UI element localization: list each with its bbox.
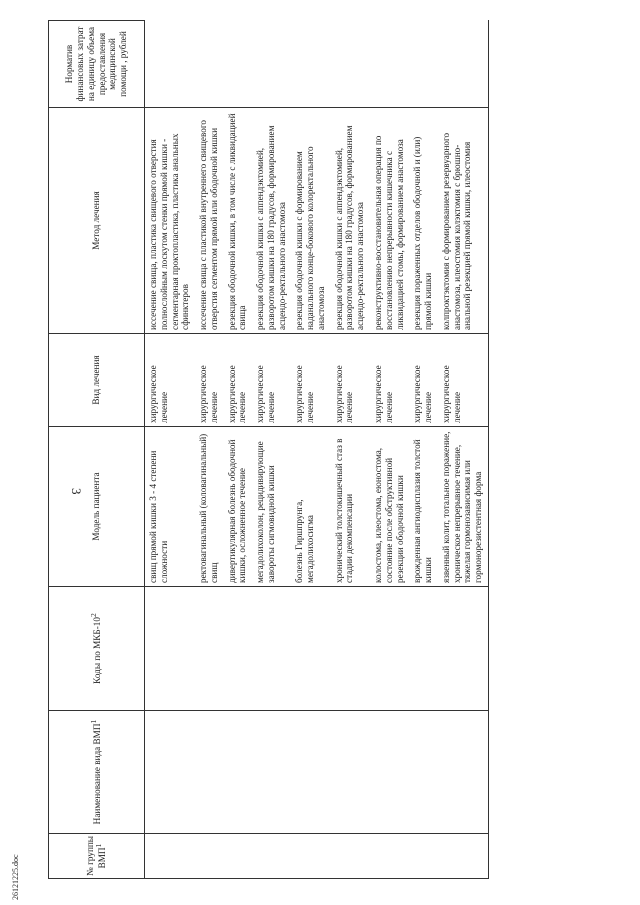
cell-model: дивертикулярная болезнь ободочной кишки, осложненное течение — [224, 427, 253, 587]
cell-treatment-type: хирургическое лечение — [224, 334, 253, 427]
cell-treatment-type: хирургическое лечение — [252, 334, 291, 427]
table-row — [409, 21, 438, 879]
cell-group-no — [409, 834, 438, 879]
table-body — [145, 21, 489, 879]
cell-name — [195, 711, 224, 834]
header-method: Метод лечения — [49, 108, 145, 334]
cell-model: мегадолихоколон, рецидивирующие завороты сигмовидной кишки — [252, 427, 291, 587]
cell-method: резекция пораженных отделов ободочной и (или) прямой кишки — [409, 108, 438, 334]
cell-codes — [224, 587, 253, 711]
cell-codes — [409, 587, 438, 711]
cell-cost — [252, 21, 291, 108]
filename-footer: 26121225.doc — [11, 854, 20, 900]
cell-method: резекция ободочной кишки с аппендэктомией, разворотом кишки на 180 градусов, формированием асцендо-ректального анастомоза — [252, 108, 291, 334]
cell-model: хронический толстокишечный стаз в стадии декомпенсации — [331, 427, 370, 587]
cell-group-no — [370, 834, 409, 879]
cell-codes — [438, 587, 489, 711]
cell-treatment-type: хирургическое лечение — [291, 334, 330, 427]
cell-group-no — [195, 834, 224, 879]
cell-name — [370, 711, 409, 834]
table-row — [370, 21, 409, 879]
cell-treatment-type: хирургическое лечение — [409, 334, 438, 427]
cell-codes — [291, 587, 330, 711]
header-model: Модель пациента — [49, 427, 145, 587]
table-row — [438, 21, 489, 879]
rotated-page-content — [48, 21, 638, 879]
cell-treatment-type: хирургическое лечение — [438, 334, 489, 427]
cell-method: резекция ободочной кишки, в том числе с ликвидацией свища — [224, 108, 253, 334]
cell-model: колостома, илеостома, еюностома, состояние после обструктивной резекции ободочной кишки — [370, 427, 409, 587]
cell-cost — [145, 21, 196, 108]
cell-cost — [409, 21, 438, 108]
cell-cost — [224, 21, 253, 108]
cell-codes — [252, 587, 291, 711]
cell-cost — [438, 21, 489, 108]
cell-name — [252, 711, 291, 834]
cell-treatment-type: хирургическое лечение — [331, 334, 370, 427]
table-row — [145, 21, 196, 879]
cell-model: ректовагинальный (коловагинальный) свищ — [195, 427, 224, 587]
page-number: 3 — [69, 488, 84, 495]
header-group-no: № группы ВМП$^1$ — [49, 834, 145, 879]
table-row — [252, 21, 291, 879]
cell-model: свищ прямой кишки 3 - 4 степени сложности — [145, 427, 196, 587]
cell-group-no — [438, 834, 489, 879]
table-header-row — [49, 21, 145, 879]
cell-model: болезнь Гиршпрунга, мегадолихосигма — [291, 427, 330, 587]
cell-treatment-type: хирургическое лечение — [370, 334, 409, 427]
cell-method: колпроктэктомия с формированием резервуарного анастомоза, илеостомия колэктомия с брюшно-анальной резекцией прямой кишки, илеостомия — [438, 108, 489, 334]
cell-method: реконструктивно-восстановительная операция по восстановлению непрерывности кишечника с ликвидацией стомы, формированием анастомоза — [370, 108, 409, 334]
cell-method: резекция ободочной кишки с аппендэктомией, разворотом кишки на 180 градусов, формированием асцендо-ректального анастомоза — [331, 108, 370, 334]
cell-codes — [145, 587, 196, 711]
cell-name — [438, 711, 489, 834]
cell-method: иссечение свища, пластика свищевого отверстия полнослойным лоскутом стенки прямой кишки - сегментарная проктопластика, пластика анальных сфинктеров — [145, 108, 196, 334]
cell-codes — [331, 587, 370, 711]
cell-name — [224, 711, 253, 834]
cell-codes — [370, 587, 409, 711]
cell-cost — [370, 21, 409, 108]
table-row — [291, 21, 330, 879]
cell-codes — [195, 587, 224, 711]
header-treatment-type: Вид лечения — [49, 334, 145, 427]
header-name: Наименование вида ВМП$^1$ — [49, 711, 145, 834]
cell-group-no — [224, 834, 253, 879]
cell-treatment-type: хирургическое лечение — [195, 334, 224, 427]
cell-cost — [195, 21, 224, 108]
table-row — [195, 21, 224, 879]
cell-cost — [291, 21, 330, 108]
cell-model: врожденная ангиодисплазия толстой кишки — [409, 427, 438, 587]
cell-method: иссечение свища с пластикой внутреннего свищевого отверстия сегментом прямой или ободочной кишки — [195, 108, 224, 334]
vmp-table — [48, 20, 489, 879]
cell-group-no — [331, 834, 370, 879]
header-cost: Норматив финансовых затрат на единицу объема предоставления медицинской помощи , рублей — [49, 21, 145, 108]
table-row — [224, 21, 253, 879]
header-codes: Коды по МКБ-$10^2$ — [49, 587, 145, 711]
cell-group-no — [145, 834, 196, 879]
cell-method: резекция ободочной кишки с формированием наданального конце-бокового колоректального анастомоза — [291, 108, 330, 334]
cell-name — [291, 711, 330, 834]
cell-group-no — [252, 834, 291, 879]
cell-name — [409, 711, 438, 834]
cell-group-no — [291, 834, 330, 879]
cell-name — [145, 711, 196, 834]
cell-model: язвенный колит, тотальное поражение, хроническое непрерывное течение, тяжелая гормонозависимая или гормонорезистентная форма — [438, 427, 489, 587]
cell-cost — [331, 21, 370, 108]
table-row — [331, 21, 370, 879]
cell-treatment-type: хирургическое лечение — [145, 334, 196, 427]
cell-name — [331, 711, 370, 834]
